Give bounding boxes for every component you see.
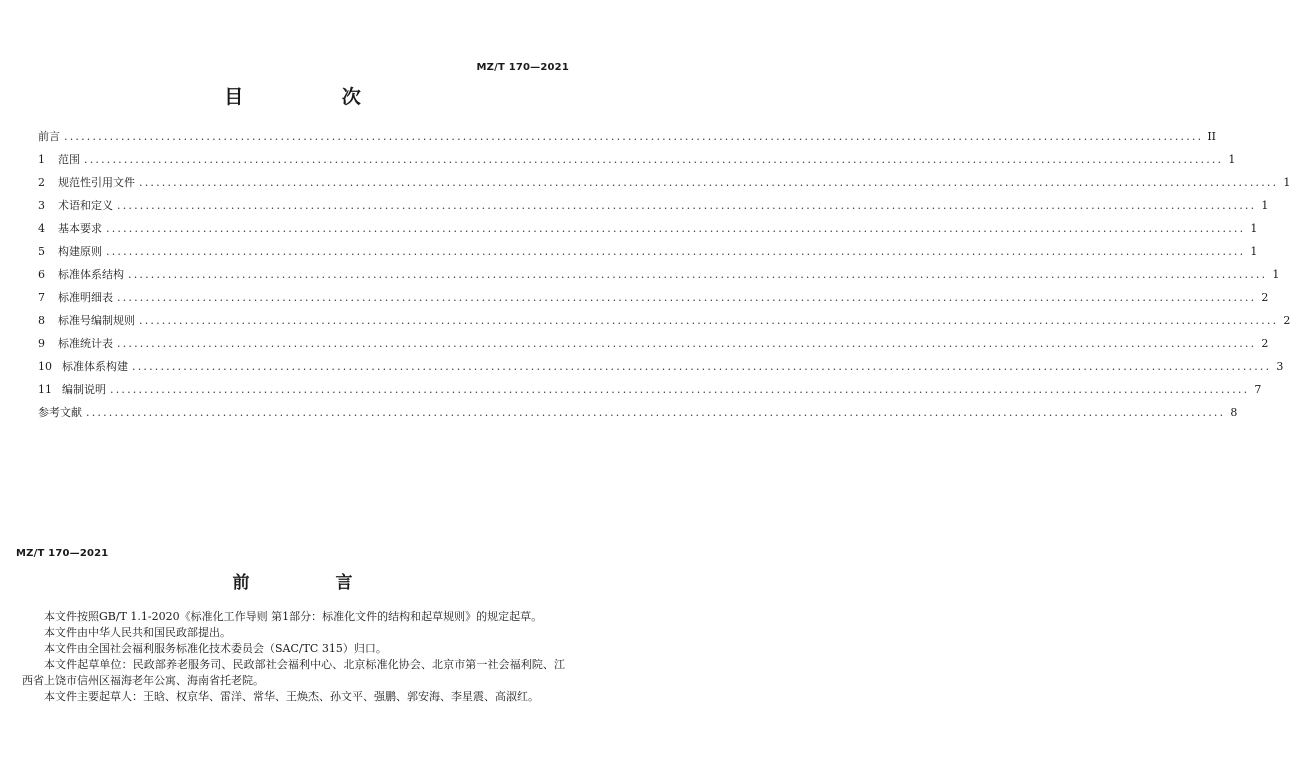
- toc-entry-number: 4: [38, 222, 45, 235]
- preface-title: 前 言: [232, 573, 393, 593]
- toc-leader-dots: ........................................................................................................................................................................................................: [139, 314, 1279, 327]
- toc-entry[interactable]: [38, 130, 1217, 153]
- toc-leader-dots: ........................................................................................................................................................................................................: [128, 268, 1268, 281]
- toc-entry-label: 规范性引用文件: [58, 176, 135, 189]
- toc-entry-number: 9: [38, 337, 45, 350]
- toc-entry-number: 2: [38, 176, 45, 189]
- toc-entry-page: 7: [1254, 383, 1262, 396]
- toc-leader-dots: ........................................................................................................................................................................................................: [106, 245, 1246, 258]
- toc-entry-page: II: [1207, 130, 1217, 143]
- toc-entry-label: 编制说明: [62, 383, 106, 396]
- table-of-contents: [38, 130, 1290, 429]
- toc-entry-page: 2: [1261, 337, 1269, 350]
- toc-entry-number: 5: [38, 245, 45, 258]
- toc-entry-page: 2: [1283, 314, 1290, 327]
- preface-paragraph: 本文件主要起草人：王晗、权京华、雷洋、常华、王焕杰、孙文平、强鹏、郭安海、李星震、高淑红。: [44, 690, 539, 703]
- standard-code: MZ/T 170—2021: [476, 62, 569, 73]
- toc-entry-number: 11: [38, 383, 52, 396]
- toc-entry-page: 3: [1276, 360, 1284, 373]
- toc-leader-dots: ........................................................................................................................................................................................................: [84, 153, 1224, 166]
- toc-entry-label: 前言: [38, 130, 60, 143]
- toc-entry[interactable]: [38, 222, 1258, 245]
- toc-entry-number: 3: [38, 199, 45, 212]
- toc-entry-label: 构建原则: [58, 245, 102, 258]
- preface-paragraph: 本文件起草单位：民政部养老服务司、民政部社会福利中心、北京标准化协会、北京市第一社会福利院、江西省上饶市信州区福海老年公寓、海南省托老院。: [22, 658, 565, 687]
- toc-entry-label: 标准体系结构: [58, 268, 124, 281]
- toc-leader-dots: ........................................................................................................................................................................................................: [110, 383, 1250, 396]
- toc-entry[interactable]: [38, 291, 1269, 314]
- toc-entry-label: 标准统计表: [58, 337, 113, 350]
- toc-entry-label: 标准体系构建: [62, 360, 128, 373]
- preface-paragraph: 本文件由中华人民共和国民政部提出。: [44, 626, 231, 639]
- preface-paragraph: 本文件按照GB/T 1.1-2020《标准化工作导则 第1部分：标准化文件的结构和起草规则》的规定起草。: [44, 610, 543, 623]
- toc-entry-label: 标准号编制规则: [58, 314, 135, 327]
- toc-entry[interactable]: [38, 383, 1262, 406]
- toc-leader-dots: ........................................................................................................................................................................................................: [86, 406, 1226, 419]
- toc-entry-page: 2: [1261, 291, 1269, 304]
- toc-entry-label: 标准明细表: [58, 291, 113, 304]
- toc-entry-page: 1: [1228, 153, 1236, 166]
- standard-code: MZ/T 170—2021: [16, 548, 109, 559]
- toc-entry-page: 1: [1272, 268, 1280, 281]
- toc-entry-label: 范围: [58, 153, 80, 166]
- toc-entry[interactable]: [38, 314, 1290, 337]
- preface-page: [0, 470, 585, 777]
- toc-entry[interactable]: [38, 337, 1269, 360]
- toc-entry[interactable]: [38, 360, 1284, 383]
- toc-entry[interactable]: [38, 153, 1236, 176]
- preface-paragraph: 本文件由全国社会福利服务标准化技术委员会（SAC/TC 315）归口。: [44, 642, 387, 655]
- toc-entry[interactable]: [38, 268, 1280, 291]
- toc-leader-dots: ........................................................................................................................................................................................................: [64, 130, 1204, 143]
- toc-leader-dots: ........................................................................................................................................................................................................: [117, 337, 1257, 350]
- toc-entry[interactable]: [38, 406, 1238, 429]
- toc-leader-dots: ........................................................................................................................................................................................................: [117, 291, 1257, 304]
- toc-entry[interactable]: [38, 176, 1290, 199]
- toc-leader-dots: ........................................................................................................................................................................................................: [117, 199, 1257, 212]
- toc-entry-number: 7: [38, 291, 45, 304]
- toc-entry-number: 1: [38, 153, 45, 166]
- toc-entry-label: 参考文献: [38, 406, 82, 419]
- toc-entry-page: 1: [1261, 199, 1269, 212]
- toc-leader-dots: ........................................................................................................................................................................................................: [132, 360, 1272, 373]
- toc-leader-dots: ........................................................................................................................................................................................................: [139, 176, 1279, 189]
- toc-entry-page: 1: [1283, 176, 1290, 189]
- toc-entry-number: 10: [38, 360, 52, 373]
- toc-entry-number: 8: [38, 314, 45, 327]
- toc-leader-dots: ........................................................................................................................................................................................................: [106, 222, 1246, 235]
- toc-entry-page: 8: [1230, 406, 1238, 419]
- toc-entry-number: 6: [38, 268, 45, 281]
- toc-entry[interactable]: [38, 245, 1258, 268]
- toc-entry-page: 1: [1250, 245, 1258, 258]
- toc-title: 目 次: [224, 86, 407, 108]
- toc-entry-page: 1: [1250, 222, 1258, 235]
- toc-entry[interactable]: [38, 199, 1269, 222]
- toc-entry-label: 基本要求: [58, 222, 102, 235]
- toc-entry-label: 术语和定义: [58, 199, 113, 212]
- preface-body: [22, 609, 565, 705]
